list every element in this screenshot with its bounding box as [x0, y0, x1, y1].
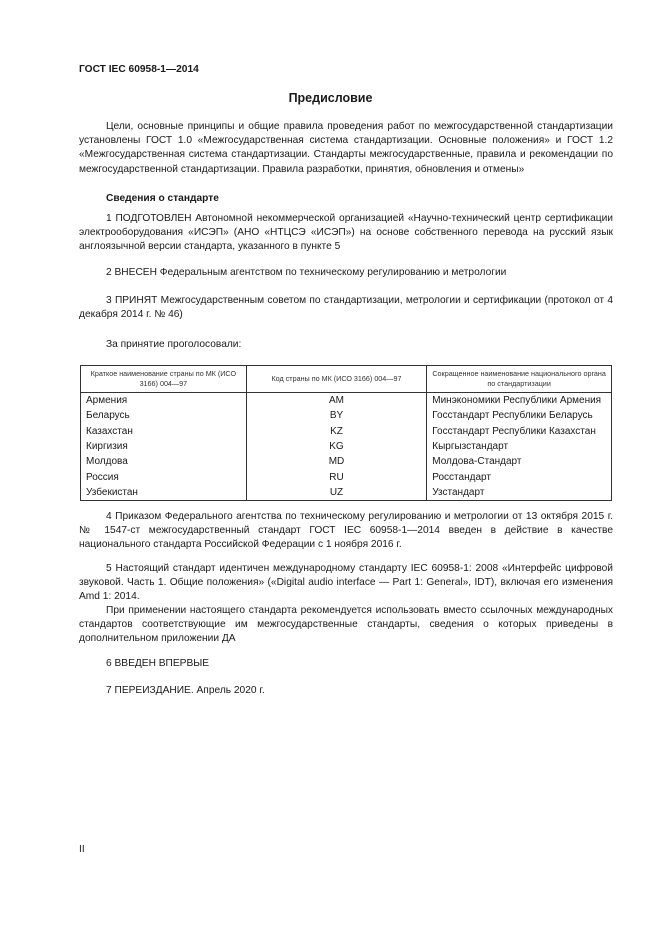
cell-org: Госстандарт Республики Беларусь	[427, 408, 612, 423]
cell-org: Узстандарт	[427, 485, 612, 501]
cell-org: Минэкономики Республики Армения	[427, 393, 612, 409]
paragraph-4: 4 Приказом Федерального агентства по техническому регулированию и метрологии от 13 октября 2015 г. № 1547-ст межгосударственный стандарт ГОСТ IEC 60958-1—2014 введен в действие в качестве национального стандарта Российской Федерации с 1 ноября 2016 г.	[79, 511, 613, 551]
cell-org: Кыргызстандарт	[427, 439, 612, 454]
intro-paragraph: Цели, основные принципы и общие правила проведения работ по межгосударственной стандартизации установлены ГОСТ 1.0 «Межгосударственная система стандартизации. Основные положения» и ГОСТ 1.2 «Межгосударственная система стандартизации. Стандарты межгосударственные, правила и рекомендации по межгосударственной стандартизации. Правила разработки, принятия, обновления и отмены»	[79, 121, 613, 175]
cell-code: MD	[246, 454, 427, 469]
cell-country: Казахстан	[81, 424, 247, 439]
voting-table	[80, 365, 612, 501]
page-number: II	[79, 844, 85, 855]
cell-code: KZ	[246, 424, 427, 439]
cell-country: Узбекистан	[81, 485, 247, 501]
table-row	[81, 485, 612, 501]
cell-org: Госстандарт Республики Казахстан	[427, 424, 612, 439]
table-row	[81, 469, 612, 484]
cell-org: Росстандарт	[427, 469, 612, 484]
document-code-header: ГОСТ IEC 60958-1—2014	[79, 64, 199, 75]
cell-code: RU	[246, 469, 427, 484]
cell-code: UZ	[246, 485, 427, 501]
cell-code: KG	[246, 439, 427, 454]
paragraph-5: 5 Настоящий стандарт идентичен международному стандарту IEC 60958-1: 2008 «Интерфейс цифровой звуковой. Часть 1. Общие положения» («Digital audio interface — Part 1: General», IDT), включая его изменения Amd 1: 2014.	[79, 563, 613, 603]
vote-intro: За принятие проголосовали:	[106, 339, 242, 350]
column-header-org: Сокращенное наименование национального органа по стандартизации	[427, 366, 612, 393]
paragraph-3: 3 ПРИНЯТ Межгосударственным советом по стандартизации, метрологии и сертификации (протокол от 4 декабря 2014 г. № 46)	[79, 295, 613, 321]
cell-org: Молдова-Стандарт	[427, 454, 612, 469]
table-row	[81, 454, 612, 469]
column-header-country: Краткое наименование страны по МК (ИСО 3166) 004—97	[81, 366, 247, 393]
table-row	[81, 424, 612, 439]
cell-country: Армения	[81, 393, 247, 409]
page-title: Предисловие	[288, 91, 373, 105]
table-header-row	[81, 366, 612, 393]
cell-country: Молдова	[81, 454, 247, 469]
paragraph-6: 6 ВВЕДЕН ВПЕРВЫЕ	[106, 658, 210, 669]
table-row	[81, 408, 612, 423]
paragraph-1: 1 ПОДГОТОВЛЕН Автономной некоммерческой организацией «Научно-технический центр сертификации электрооборудования «ИСЭП» (АНО «НТЦСЭ «ИСЭП») на основе собственного перевода на русский язык англоязычной версии стандарта, указанного в пункте 5	[79, 213, 613, 253]
paragraph-5-continued: При применении настоящего стандарта рекомендуется использовать вместо ссылочных международных стандартов соответствующие им межгосударственные стандарты, сведения о которых приведены в дополнительном приложении ДА	[79, 605, 613, 645]
column-header-code: Код страны по МК (ИСО 3166) 004—97	[246, 366, 427, 393]
cell-country: Россия	[81, 469, 247, 484]
paragraph-7: 7 ПЕРЕИЗДАНИЕ. Апрель 2020 г.	[106, 685, 265, 696]
cell-country: Беларусь	[81, 408, 247, 423]
table-row	[81, 439, 612, 454]
paragraph-2: 2 ВНЕСЕН Федеральным агентством по техническому регулированию и метрологии	[106, 267, 507, 278]
cell-country: Киргизия	[81, 439, 247, 454]
cell-code: AM	[246, 393, 427, 409]
section-heading: Сведения о стандарте	[106, 193, 219, 204]
cell-code: BY	[246, 408, 427, 423]
table-row	[81, 393, 612, 409]
